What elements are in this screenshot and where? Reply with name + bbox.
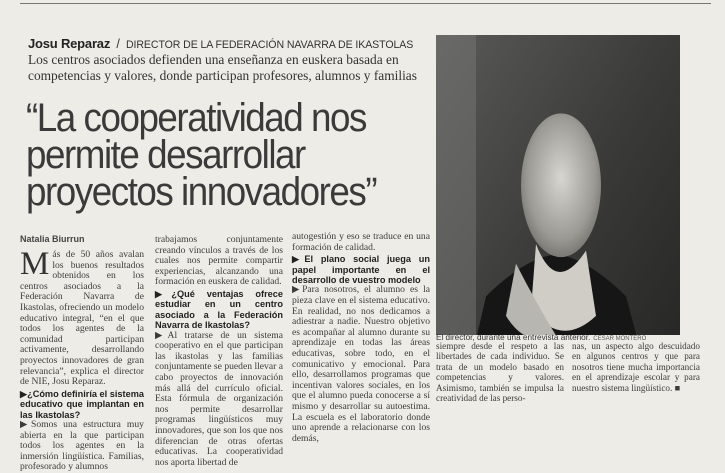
interviewee-role: DIRECTOR DE LA FEDERACIÓN NAVARRA DE IKASTOLAS [125, 39, 414, 51]
byline [28, 36, 413, 51]
top-rule [0, 0, 725, 6]
author-byline: Natalia Biurrun [20, 234, 85, 244]
paragraph: autogestión y eso se traduce en una formación de calidad. [292, 231, 430, 253]
article-column-2 [155, 235, 283, 468]
paragraph: trabajamos conjuntamente creando vínculos a través de los cuales nos permite compartir experiencias, alcanzando una formación en euskera de calidad. [155, 234, 283, 288]
photo-credit: CESAR MONTERO [593, 336, 647, 342]
paragraph: Más de 50 años avalan los buenos resultados obtenidos en los centros asociados a la Federación Navarra de Ikastolas, ofreciendo un modelo educativo integral, “en el que todos los agentes de la comunidad participan activamente, desarrollando proyectos innovadores de gran relevancia”, explica el director de NIE, Josu Reparaz. [20, 246, 144, 388]
paragraph: ▶Somos una estructura muy abierta en la que participan todos los agentes en la inmersión lingüística. Familias, profesorado y alumnos [20, 418, 144, 473]
paragraph: ▶Para nosotros, el alumno es la pieza clave en el sistema educativo. En realidad, no nos dedicamos a adiestrar a nadie. Nuestro objetivo es acompañar al alumno durante su aprendizaje en todas las áreas educativas, sobre todo, en el comunicativo y emocional. Para ello, desarrollamos programas que incentivan valores sociales, en los que el alumno pueda conocerse a sí mismo y desarrollar su autoestima. La escuela es el laboratorio donde uno aprende a relacionarse con los demás, [292, 284, 430, 444]
interview-question: ▶El plano social juega un papel importante en el desarrollo de vuestro modelo [292, 254, 430, 285]
article-column-5 [572, 341, 700, 393]
paragraph: ▶Al tratarse de un sistema cooperativo en el que participan las ikastolas y las familias conjuntamente se pueden llevar a cabo proyectos de innovación más allá del currículo oficial. Esta fórmula de organización nos permite desarrollar programas lingüísticos muy innovadores, que son los que nos diferencian de otras ofertas educativas. La cooperatividad nos aporta libertad de [155, 329, 283, 468]
interviewee-name: Josu Reparaz [28, 36, 111, 51]
photo-caption: El director, durante una entrevista anterior. CESAR MONTERO [436, 333, 647, 342]
drop-cap: M [20, 246, 50, 282]
subheadline: Los centros asociados defienden una enseñanza en euskera basada en competencias y valores, donde participan profesores, alumnos y familias [28, 52, 417, 83]
article-column-4 [436, 341, 564, 403]
paragraph: nas, un aspecto algo descuidado en algunos centros y que para nosotros tiene mucha importancia en el aprendizaje escolar y para nuestro sistema lingüístico. ■ [572, 341, 700, 393]
article-column-1 [20, 246, 144, 473]
paragraph: siempre desde el respeto a las libertades de cada individuo. Se trata de un modelo basado en competencias y valores. Asimismo, también se impulsa la creatividad de las perso- [436, 341, 564, 404]
interview-question: ▶¿Cómo definiría el sistema educativo que implantan en las Ikastolas? [20, 388, 144, 420]
headline: “La cooperatividad nos permite desarrollar proyectos innovadores” [26, 96, 377, 214]
byline-separator: / [116, 37, 120, 51]
end-mark: ■ [674, 382, 681, 393]
interview-question: ▶¿Qué ventajas ofrece estudiar en un centro asociado a la Federación Navarra de Ikastolas? [155, 288, 283, 331]
article-column-3 [292, 232, 430, 444]
